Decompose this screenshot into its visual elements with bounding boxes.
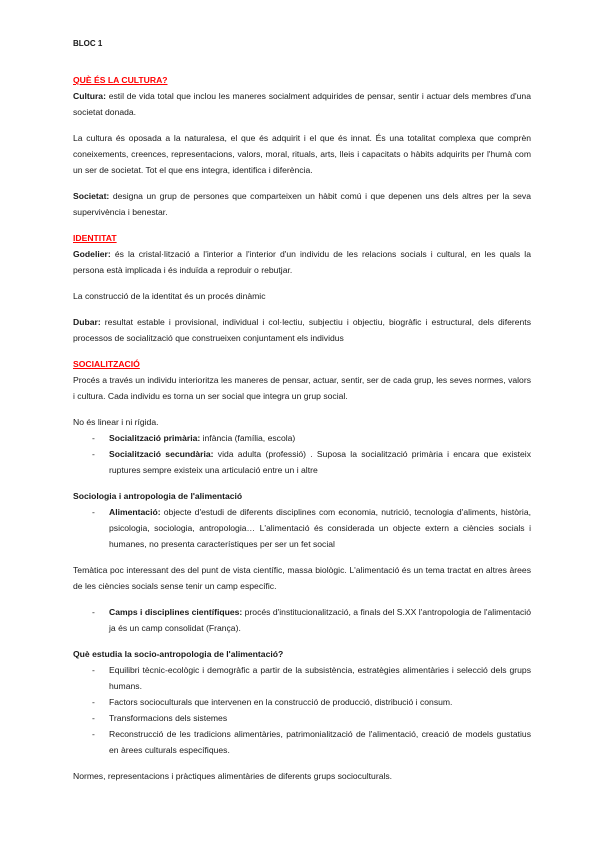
list-item-text: objecte d'estudi de diferents disciplines com economia, nutrició, tecnologia d'aliments, història, psicologia, sociologia, antropologia… L'alimentació és considerada un objecte extern a ciències socials i humanes, no presenta característiques per ser un fet social — [109, 507, 531, 549]
definition-text: resultat estable i provisional, individual i col·lectiu, subjectiu i objectiu, biogràfic i estructural, dels diferents processos de socialització que construeixen conjuntament els individus — [73, 317, 531, 343]
list-item-text: infància (família, escola) — [200, 433, 296, 443]
document-body — [73, 72, 531, 794]
list-item — [73, 430, 531, 446]
subheading-what-studies: Què estudia la socio-antropologia de l'alimentació? — [73, 649, 284, 659]
studies-list — [73, 662, 531, 758]
term-cultura: Cultura: — [73, 91, 106, 101]
term-alimentacio: Alimentació: — [109, 507, 161, 517]
paragraph-not-linear: No és linear i ni rígida. — [73, 417, 159, 427]
term-dubar: Dubar: — [73, 317, 101, 327]
paragraph-norms: Normes, representacions i pràctiques alimentàries de diferents grups socioculturals. — [73, 771, 393, 781]
term-camps: Camps i disciplines científiques: — [109, 607, 243, 617]
list-item: - Equilibri tècnic-ecològic i demogràfic a partir de la subsistència, estratègies alimentàries i selecció dels grups humans. — [73, 662, 531, 694]
list-item — [73, 446, 531, 478]
list-item: - Reconstrucció de les tradicions alimentàries, patrimonialització de l'alimentació, creació de models gustatius en àrees culturals específiques. — [73, 726, 531, 758]
term-societat: Societat: — [73, 191, 110, 201]
paragraph-dubar — [73, 314, 531, 346]
list-item — [73, 604, 531, 636]
paragraph-culture-nature: La cultura és oposada a la naturalesa, el que és adquirit i el que és innat. És una totalitat complexa que comprèn coneixements, creences, representacions, valors, moral, rituals, arts, lleis i capacitats o hàbits adquirits per l'humà com un ser de societat. Tot el que ens integra, identifica i diferència. — [73, 133, 531, 175]
section-heading-identity: IDENTITAT — [73, 233, 117, 243]
list-item: - Transformacions dels sistemes — [73, 710, 531, 726]
socialization-types-list — [73, 430, 531, 478]
subheading-food-sociology: Sociologia i antropologia de l'alimentació — [73, 491, 243, 501]
paragraph-identity-dynamic: La construcció de la identitat és un procés dinàmic — [73, 291, 266, 301]
definition-text: és la cristal·lització a l'interior a l'interior d'un individu de les relacions socials i cultural, en les quals la persona està implicada i és induïda a reproduir o rebutjar. — [73, 249, 531, 275]
paragraph-culture-definition — [73, 88, 531, 120]
list-item: - Factors socioculturals que intervenen en la construcció de producció, distribució i consum. — [73, 694, 531, 710]
list-item-text: vida adulta (professió) . Suposa la socialització primària i encara que existeix ruptures sempre existeix una articulació entre un i altre — [109, 449, 531, 475]
term-primary: Socialització primària: — [109, 433, 201, 443]
paragraph-topic-interest: Temàtica poc interessant des del punt de vista científic, massa biològic. L'alimentació és un tema tractat en altres àrees de les ciències socials sense tenir un camp específic. — [73, 565, 531, 591]
food-list — [73, 504, 531, 552]
term-secondary: Socialització secundària: — [109, 449, 214, 459]
section-heading-culture: QUÈ ÉS LA CULTURA? — [73, 75, 168, 85]
term-godelier: Godelier: — [73, 249, 111, 259]
definition-text: estil de vida total que inclou les maneres socialment adquirides de pensar, sentir i actuar dels membres d'una societat donada. — [73, 91, 531, 117]
fields-list — [73, 604, 531, 636]
definition-text: designa un grup de persones que comparteixen un hàbit comú i que depenen uns dels altres per la seva supervivència i benestar. — [73, 191, 531, 217]
section-heading-socialization: SOCIALITZACIÓ — [73, 359, 140, 369]
list-item — [73, 504, 531, 552]
paragraph-socialization-process: Procés a través un individu interioritza les maneres de pensar, actuar, sentir, ser de cada grup, les seves normes, valors i cultura. Cada individu es torna un ser social que integra un grup social. — [73, 375, 531, 401]
page-header: BLOC 1 — [73, 39, 103, 48]
paragraph-society-definition — [73, 188, 531, 220]
paragraph-godelier — [73, 246, 531, 278]
list-item-text: procés d'institucionalització, a finals del S.XX l'antropologia de l'alimentació ja és un camp consolidat (França). — [109, 607, 531, 633]
